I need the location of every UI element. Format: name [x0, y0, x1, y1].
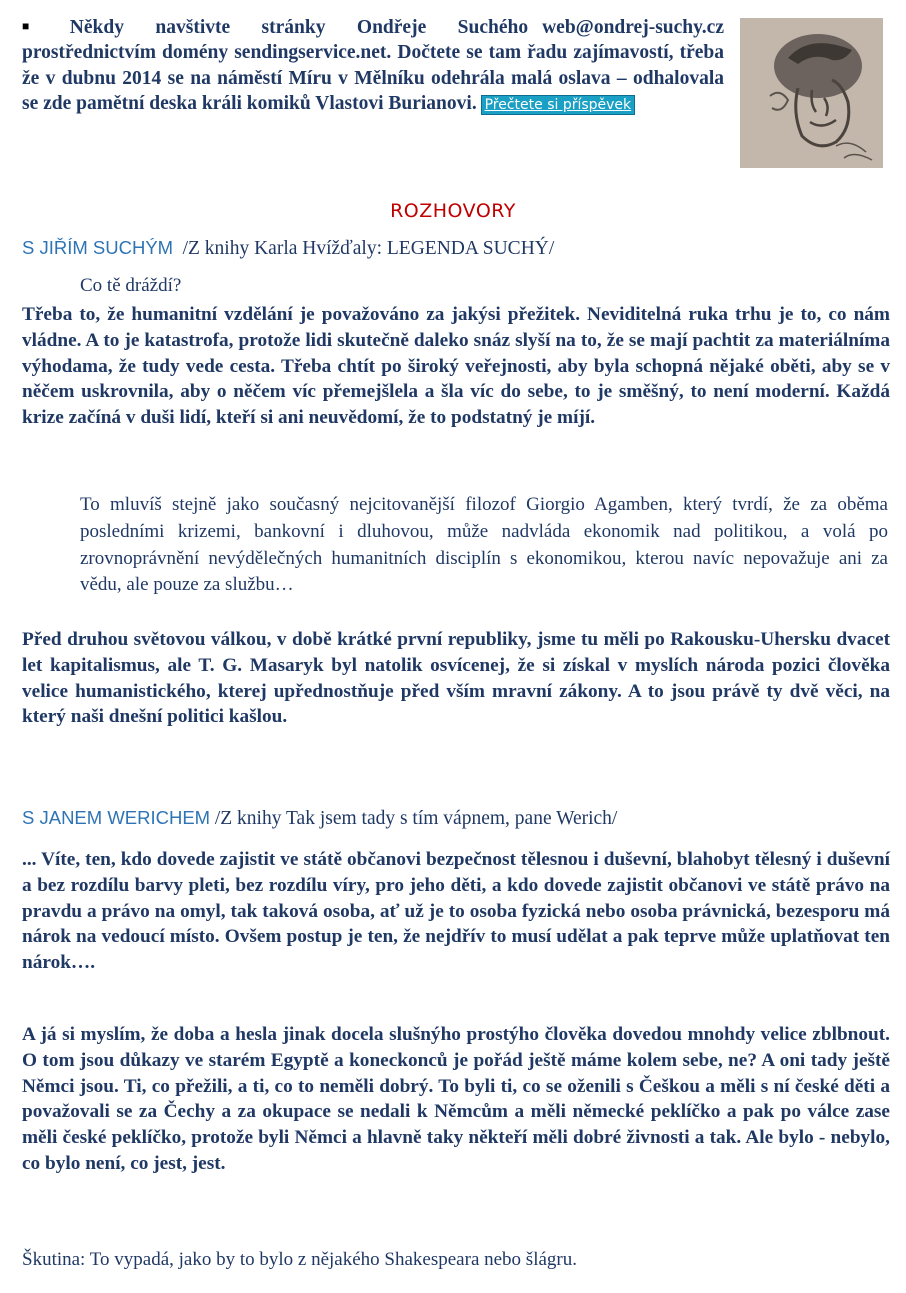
intro-email: web@ondrej-suchy.cz [542, 17, 724, 38]
intro-text-a: Někdy navštivte stránky Ondřeje Suchého [69, 17, 529, 38]
interview2-answer-2: A já si myslím, že doba a hesla jinak docela slušnýho prostýho člověka dovedou mnohdy velice zblbnout. O tom jsou důkazy ve starém Egyptě a koneckonců je pořád ještě máme kolem sebe, ne? A oni tady ještě Němci jsou. Ti, co přežili, a ti, co to neměli dobrý. To byli ti, co se oženili s Češkou a měli s ní české děti a považovali se za Čechy a za okupace se nedali k Němcům a měli německé peklíčko a pak po válce zase měli české peklíčko, protože byli Němci a hlavně taky někteří měli dobré živnosti a tak. Ale bylo - nebylo, co bylo není, co jest, jest. [22, 1024, 890, 1174]
interview1-question-1: Co tě dráždí? [80, 275, 182, 296]
interview2-name: S JANEM WERICHEM [22, 807, 211, 828]
interview2-question-1: Škutina: To vypadá, jako by to bylo z nějakého Shakespeara nebo šlágru. [22, 1249, 577, 1270]
intro-text-b: prostřednictvím domény sendingservice.net. Dočtete se tam řadu zajímavostí, třeba že v dubnu 2014 se na náměstí Míru v Mělníku odehrála malá oslava – odhalovala se zde pamětní deska králi komiků Vlastovi Burianovi. [22, 42, 724, 115]
interview1-name: S JIŘÍM SUCHÝM [22, 237, 174, 258]
interview2-source: /Z knihy Tak jsem tady s tím vápnem, pane Werich/ [214, 808, 618, 829]
section-title: ROZHOVORY [390, 200, 516, 222]
interview1-answer-1: Třeba to, že humanitní vzdělání je považováno za jakýsi přežitek. Neviditelná ruka trhu je to, co nám vládne. A to je katastrofa, protože lidi skutečně daleko snáz slyší na to, že se mají pachtit za materiálníma výhodama, že tudy vede cesta. Třeba chtít po široký veřejnosti, aby byla schopná nějaké oběti, aby se v něčem uskrovnila, aby o něčem víc přemejšlela a šla víc do sebe, to je směšný, to není moderní. Každá krize začíná v duši lidí, kteří si ani neuvědomí, že to podstatný je míjí. [22, 304, 890, 429]
read-post-link[interactable]: Přečtete si příspěvek [482, 96, 635, 114]
interview1-question-2: To mluvíš stejně jako současný nejcitovanější filozof Giorgio Agamben, který tvrdí, že za oběma posledními krizemi, bankovní i dluhovou, může nadvláda ekonomik nad politikou, a volá po zrovnoprávnění nevýdělečných humanitních disciplín s ekonomikou, kterou navíc nepovažuje ani za vědu, ale pouze za službu… [80, 494, 888, 596]
intro-paragraph [22, 14, 724, 117]
interview1-source: /Z knihy Karla Hvížďaly: LEGENDA SUCHÝ/ [182, 238, 555, 259]
interview1-answer-2: Před druhou světovou válkou, v době krátké první republiky, jsme tu měli po Rakousku-Uhersku dvacet let kapitalismus, ale T. G. Masaryk byl natolik osvícenej, že si získal v myslích národa pozici člověka velice humanistického, kterej upřednostňuje před vším mravní zákony. A to jsou právě ty dvě věci, na který naši dnešní politici kašlou. [22, 629, 890, 728]
portrait-relief-image [740, 18, 883, 168]
bullet-square-icon: ■ [22, 19, 56, 33]
interview1-heading [22, 236, 554, 261]
interview2-heading [22, 806, 617, 831]
interview2-answer-1: ... Víte, ten, kdo dovede zajistit ve státě občanovi bezpečnost tělesnou i duševní, blahobyt tělesný i duševní a bez rozdílu barvy pleti, bez rozdílu víry, pro jeho děti, a kdo dovede zajistit občanovi ve státě právo na pravdu a právo na omyl, tak taková osoba, ať už je to osoba fyzická nebo osoba právnická, bezesporu má nárok na vedoucí místo. Ovšem postup je ten, že nejdřív to musí udělat a pak teprve může uplatňovat ten nárok…. [22, 849, 890, 974]
